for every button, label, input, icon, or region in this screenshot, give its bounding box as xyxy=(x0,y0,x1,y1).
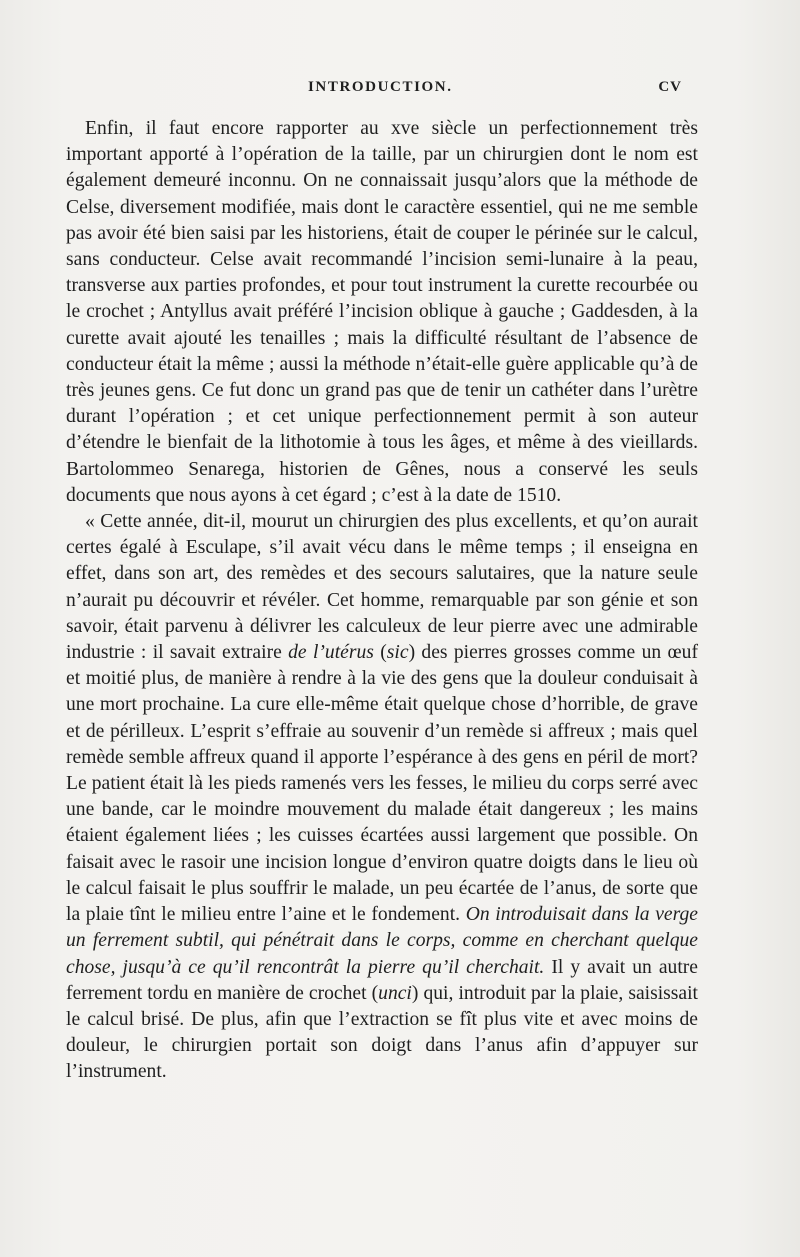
paragraph-2 xyxy=(66,509,698,1085)
quote-italic-sic: sic xyxy=(386,642,409,664)
running-title: INTRODUCTION. xyxy=(308,79,453,95)
page-number: CV xyxy=(658,79,682,95)
paragraph-1 xyxy=(66,116,698,509)
quote-italic-unci: unci xyxy=(378,982,412,1004)
quote-text: ) qui, introduit par la plaie, saisissait le calcul brisé. De plus, afin que l’extraction se fît plus vite et avec moins de douleur, le chirurgien portait son doigt dans l’anus afin d’appuyer sur l’instrument. xyxy=(66,982,698,1083)
paragraph-1-text: Enfin, il faut encore rapporter au xve siècle un perfectionnement très important apporté à l’opération de la taille, par un chirurgien dont le nom est également demeuré inconnu. On ne connaissait jusqu’alors que la méthode de Celse, diversement modifiée, mais dont le caractère essentiel, qui ne me semble pas avoir été bien saisi par les historiens, était de couper le périnée sur le calcul, sans conducteur. Celse avait recommandé l’incision semi-lunaire à la peau, transverse aux parties profondes, et pour tout instrument la curette recourbée ou le crochet ; Antyllus avait préféré l’incision oblique à gauche ; Gaddesden, à la curette avait ajouté les tenailles ; mais la difficulté résultant de l’absence de conducteur était la même ; aussi la méthode n’était-elle guère applicable qu’à de très jeunes gens. Ce fut donc un grand pas que de tenir un cathéter dans l’urètre durant l’opération ; et cet unique perfectionnement permit à son auteur d’étendre le bienfait de la lithotomie à tous les âges, et même à des vieillards. Bartolommeo Senarega, historien de Gênes, nous a conservé les seuls documents que nous ayons à cet égard ; c’est à la date de 1510. xyxy=(66,118,698,506)
quote-text: ( xyxy=(373,642,387,664)
quote-italic-ferrement: On introduisait dans la verge un ferrement subtil, qui pénétrait dans le corps, comme en cherchant quelque chose, jusqu’à ce qu’il rencontrât la pierre qu’il cherchait. xyxy=(66,904,698,978)
quote-italic-uterus: de l’utérus xyxy=(288,642,374,664)
quote-text: ) des pierres grosses comme un œuf et moitié plus, de manière à rendre à la vie des gens que la douleur conduisait à une mort prochaine. La cure elle-même était quelque chose d’horrible, de grave et de périlleux. L’esprit s’effraie au souvenir d’un remède si affreux ; mais quel remède semble affreux quand il apporte l’espérance à des gens en péril de mort? Le patient était là les pieds ramenés vers les fesses, le milieu du corps serré avec une bande, car le moindre mouvement du malade était dangereux ; les mains étaient également liées ; les cuisses écartées aussi largement que possible. On faisait avec le rasoir une incision longue d’environ quatre doigts dans le lieu où le calcul faisait le plus souffrir le malade, un peu écartée de l’anus, de sorte que la plaie tînt le milieu entre l’aine et le fondement. xyxy=(66,642,698,926)
quote-text: « Cette année, dit-il, mourut un chirurgien des plus excellents, et qu’on aurait certes égalé à Esculape, s’il avait vécu dans le même temps ; il enseigna en effet, dans son art, des remèdes et des secours salutaires, que la nature seule n’aurait pu découvrir et révéler. Cet homme, remarquable par son génie et son savoir, était parvenu à délivrer les calculeux de leur pierre avec une admirable industrie : il savait extraire xyxy=(66,511,698,664)
body-text xyxy=(66,116,698,1086)
quote-text: Il y avait un autre ferrement tordu en manière de crochet ( xyxy=(66,956,698,1004)
page-header xyxy=(66,79,682,103)
